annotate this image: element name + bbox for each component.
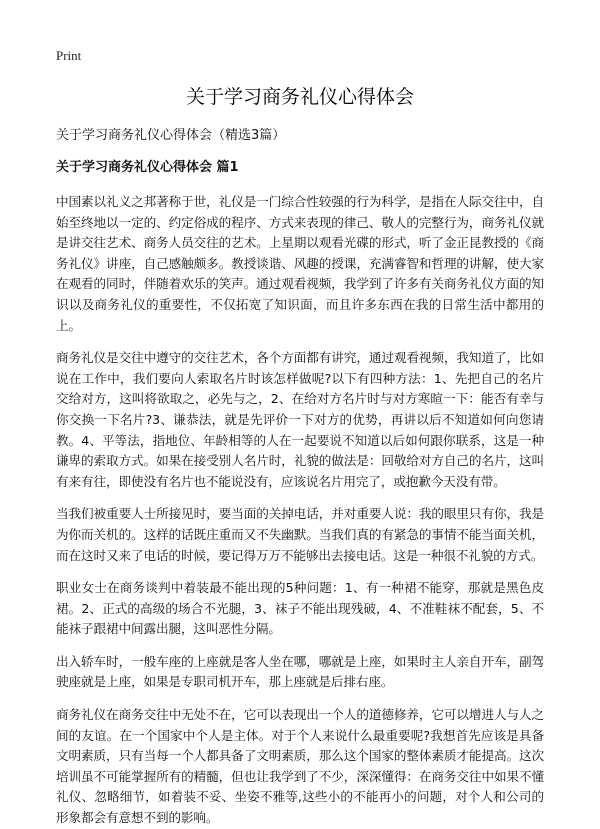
- paragraph: 商务礼仪是交往中遵守的交往艺术，各个方面都有讲究，通过观看视频，我知道了，比如说在工作中，我们要向人索取名片时该怎样做呢?以下有四种方法：1、先把自己的名片交给对方，这叫将欲取之，必先与之，2、在给对方名片时与对方寒暄一下：能否有幸与你交换一下名片?3、谦恭法，就是先评价一下对方的优势，再讲以后不知道如何向您请教。4、平等法，指地位、年龄相等的人在一起要说不知道以后如何跟你联系，这是一种谦卑的索取方式。如果在接受别人名片时，礼貌的做法是：回敬给对方自己的名片，这叫有来有往，即使没有名片也不能说没有，应该说名片用完了，或抱歉今天没有带。: [56, 350, 544, 489]
- print-link[interactable]: Print: [56, 48, 82, 63]
- document-subtitle: 关于学习商务礼仪心得体会（精选3篇）: [56, 128, 286, 143]
- paragraph: 出入轿车时，一般车座的上座就是客人坐在哪，哪就是上座，如果时主人亲自开车，副驾驶座就是上座，如果是专职司机开车，那上座就是后排右座。: [56, 653, 544, 690]
- paragraph: 职业女士在商务谈判中着装最不能出现的5种问题：1、有一种裙不能穿，那就是黑色皮裙。2、正式的高级的场合不光腿，3、袜子不能出现残破，4、不准鞋袜不配套，5、不能袜子跟裙中间露出腿，这叫恶性分隔。: [56, 580, 544, 637]
- paragraph: 商务礼仪在商务交往中无处不在，它可以表现出一个人的道德修养，它可以增进人与人之间的友谊。在一个国家中个人是主体。对于个人来说什么最重要呢?我想首先应该是具备文明素质，只有当每一个人都具备了文明素质，那么这个国家的整体素质才能提高。这次培训虽不可能掌握所有的精髓，但也让我学到了不少，深深懂得：在商务交往中如果不懂礼仪、忽略细节，如着装不妥、坐姿不雅等,这些小的不能再小的问题，对个人和公司的形象都会有意想不到的影响。: [56, 707, 544, 826]
- section-heading: 关于学习商务礼仪心得体会 篇1: [56, 160, 239, 175]
- article-body: [56, 192, 544, 829]
- paragraph: 当我们被重要人士所接见时，要当面的关掉电话，并对重要人说：我的眼里只有你，我是为你而关机的。这样的话既庄重而又不失幽默。当我们真的有紧急的事情不能当面关机，而在这时又来了电话的时候，要记得万万不能够出去接电话。这是一种很不礼貌的方式。: [56, 506, 544, 563]
- page-title: 关于学习商务礼仪心得体会: [185, 86, 414, 108]
- paragraph: 中国素以礼义之邦著称于世，礼仪是一门综合性较强的行为科学，是指在人际交往中，自始至终地以一定的、约定俗成的程序、方式来表现的律己、敬人的完整行为，商务礼仪就是讲交往艺术、商务人员交往的艺术。上星期以观看光碟的形式，听了金正昆教授的《商务礼仪》讲座，自己感触颇多。教授谈谐、风趣的授课，充满睿智和哲理的讲解，使大家在观看的同时，伴随着欢乐的笑声。通过观看视频，我学到了许多有关商务礼仪方面的知识以及商务礼仪的重要性，不仅拓宽了知识面，而且许多东西在我的日常生活中都用的上。: [56, 194, 544, 333]
